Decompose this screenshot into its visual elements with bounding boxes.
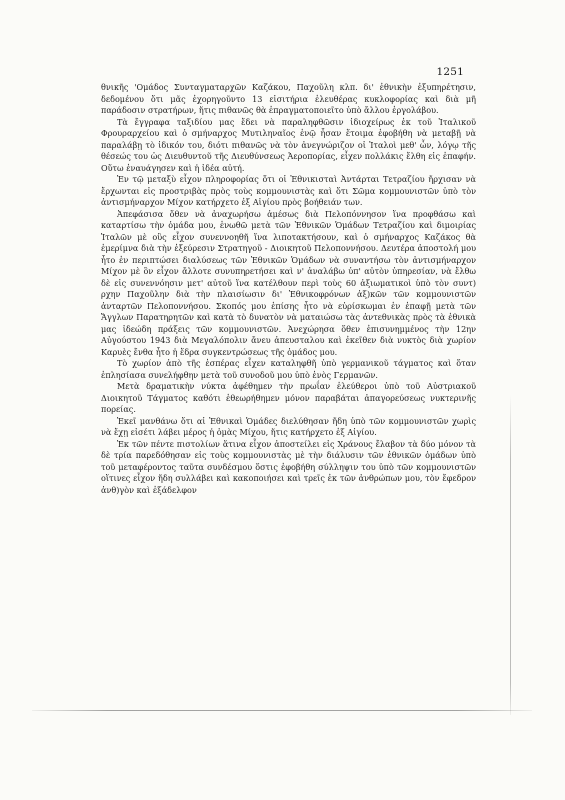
paragraph: Μετὰ δραματικὴν νύκτα ἀφέθημεν τὴν πρωΐαν ἐλεύθεροι ὑπὸ τοῦ Αὐστριακοῦ Διοικητοῦ Τάγματος καθότι ἐθεωρήθημεν μόνον παραβάται ἀπαγορεύσεως νυκτερινῆς πορείας.	[101, 381, 476, 414]
scan-artifact-vertical-line	[510, 395, 511, 715]
paragraph: Ἐκ τῶν πέντε πιστολίων ἅτινα εἶχον ἀποστείλει εἰς Χράνους ἔλαβον τὰ δύο μόνον τὰ δὲ τρία παρεδόθησαν εἰς τοὺς κομμουνιστὰς μὲ τὴν διάλυσιν τῶν ἐθνικῶν ὁμάδων ὑπὸ τοῦ μεταφέροντος ταῦτα συνδέσμου ὅστις ἐφοβήθη σύλληψιν του ὑπὸ τῶν κομμουνιστῶν οἵτινες εἶχον ἤδη συλλάβει καὶ κακοποιήσει καὶ τρεῖς ἐκ τῶν ἀνθρώπων μου, τὸν ἔφεδρον ἀνθ)γὸν καὶ ἐξάδελφον	[101, 438, 476, 495]
paragraph: Ἀπεφάσισα ὅθεν νὰ ἀναχωρήσω ἀμέσως διὰ Πελοπόννησον ἵνα προφθάσω καὶ καταρτίσω τὴν ὁμάδα μου, ἑνωθῶ μετὰ τῶν Ἐθνικῶν Ὁμάδων Τετραζίου καὶ διμοιρίας Ἰταλῶν μὲ οὓς εἶχον συνεννοηθῆ ἵνα λιποτακτήσουν, καὶ ὁ σμήναρχος Καζάκος θὰ ἐμερίμνα διὰ τὴν ἐξεύρεσιν Στρατηγοῦ - Διοικητοῦ Πελοποννήσου. Δευτέρα ἀποστολή μου ἦτο ἐν περιπτώσει διαλύσεως τῶν Ἐθνικῶν Ὁμάδων νὰ συναντήσω τὸν ἀντισμήναρχον Μίχον μὲ ὃν εἶχον ἄλλοτε συνυπηρετήσει καὶ ν' ἀναλάβω ὑπ' αὐτὸν ὑπηρεσίαν, νὰ ἔλθω δὲ εἰς συνεννόησιν μετ' αὐτοῦ ἵνα κατέλθουν περὶ τοὺς 60 ἀξιωματικοὶ ὑπὸ τὸν συντ) ρχην Παχοῦλην διὰ τὴν πλαισίωσιν δι' Ἐθνικοφρόνων ἀξ)κῶν τῶν κομμουνιστῶν ἀνταρτῶν Πελοποννήσου. Σκοπός μου ἐπίσης ἦτο νὰ εὑρίσκωμαι ἐν ἐπαφῇ μετὰ τῶν Ἄγγλων Παρατηρητῶν καὶ κατὰ τὸ δυνατὸν νὰ ματαιώσω τὰς ἀντεθνικὰς πρὸς τὰ ἐθνικὰ μας ἰδεώδη πράξεις τῶν κομμουνιστῶν. Ἀνεχώρησα ὅθεν ἐπισυνημμένος τὴν 12ην Αὐγούστου 1943 διὰ Μεγαλόπολιν ἄνευ ἀπευσταλου καὶ ἐκεῖθεν διὰ νυκτὸς διὰ χωρίον Καρυὲς ἔνθα ἦτο ἡ ἕδρα συγκεντρώσεως τῆς ὁμάδος μου.	[101, 208, 476, 357]
body-text	[101, 82, 476, 496]
paragraph: θνικῆς 'Ομάδος Συνταγματαρχῶν Καζάκου, Παχοῦλη κλπ. δι' ἐθνικὴν ἐξυπηρέτησιν, δεδομένου ὅτι μᾶς ἐχορηγοῦντο 13 εἰσιτήρια ἐλευθέρας κυκλοφορίας καὶ διὰ μῆ παράδοσιν στρατήρων, ἥτις πιθανῶς θὰ ἐπραγματοποιεῖτο ὑπὸ ἄλλου ἐργολάβου.	[101, 82, 476, 115]
scan-artifact-horizontal-line	[32, 710, 532, 711]
paragraph: Τὸ χωρίον ἀπὸ τῆς ἑσπέρας εἶχεν καταληφθῆ ὑπὸ γερμανικοῦ τάγματος καὶ ὅταν ἐπλησίασα συνελήφθην μετὰ τοῦ συνοδοῦ μου ὑπὸ ἑνὸς Γερμανῶν.	[101, 358, 476, 380]
page-number: 1251	[436, 66, 464, 78]
paragraph: Τὰ ἔγγραφα ταξιδίου μας ἔδει νὰ παραληφθῶσιν ἰδιοχείρως ἐκ τοῦ Ἰταλικοῦ Φρουραρχείου καὶ ὁ σμήναρχος Μυτιληναῖος ἐνῷ ἦσαν ἕτοιμα ἐφοβήθη νὰ μεταβῇ νὰ παραλάβῃ τὸ ἰδικόν του, διότι πιθανῶς νὰ τὸν ἀνεγνώριζον οἱ Ἰταλοὶ μεθ' ὧν, λόγῳ τῆς θέσεώς του ὡς Διευθυντοῦ τῆς Διευθύνσεως Ἀεροπορίας, εἶχεν πολλάκις ἔλθη εἰς ἐπαφήν. Οὕτω ἐναυάγησεν καὶ ἡ ἰδέα αὐτή.	[101, 116, 476, 173]
paragraph: Ἐν τῷ μεταξὺ εἶχον πληροφορίας ὅτι οἱ Ἐθνικισταὶ Ἀντάρται Τετραζίου ἤρχισαν νὰ ἔρχωνται εἰς προστριβὰς πρὸς τοὺς κομμουνιστὰς καὶ ὅτι Σῶμα κομμουνιστῶν ὑπὸ τὸν ἀντισμήναρχον Μίχον κατήρχετο ἐξ Αἰγίου πρὸς βοήθειάν των.	[101, 174, 476, 207]
paragraph: Ἐκεῖ μανθάνω ὅτι αἱ Ἐθνικαὶ Ὁμάδες διελύθησαν ἤδη ὑπὸ τῶν κομμουνιστῶν χωρὶς νὰ ἔχῃ εἰσέτι λάβει μέρος ἡ ὁμὰς Μίχου, ἥτις κατήρχετο ἐξ Αἰγίου.	[101, 415, 476, 437]
